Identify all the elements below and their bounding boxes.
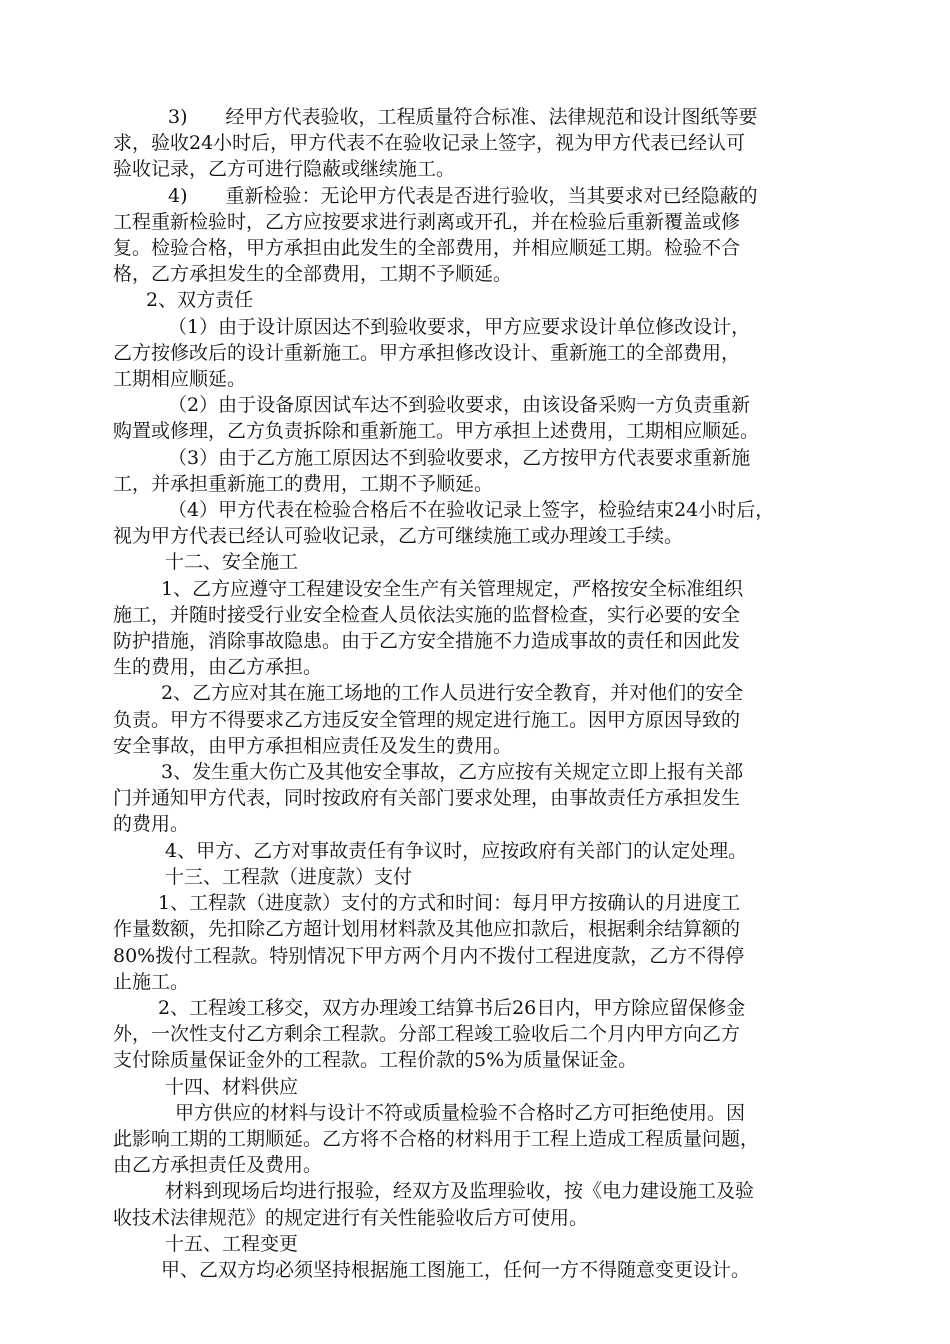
text-line: 求，验收24小时后，甲方代表不在验收记录上签字，视为甲方代表已经认可 [113, 132, 746, 155]
text-line: 工，并承担重新施工的费用，工期不予顺延。 [113, 472, 494, 495]
text-line: 3、发生重大伤亡及其他安全事故，乙方应按有关规定立即上报有关部 [161, 761, 744, 784]
paragraph [113, 1231, 873, 1257]
text-line: 工期相应顺延。 [113, 368, 247, 391]
text-line: 3) 经甲方代表验收，工程质量符合标准、法律规范和设计图纸等要 [168, 106, 758, 128]
text-line: （3）由于乙方施工原因达不到验收要求，乙方按甲方代表要求重新施 [168, 446, 751, 469]
text-line: 十五、工程变更 [165, 1232, 299, 1255]
text-line: 4、甲方、乙方对事故责任有争议时，应按政府有关部门的认定处理。 [165, 839, 748, 862]
paragraph [113, 549, 873, 575]
text-line: 支付除质量保证金外的工程款。工程价款的5%为质量保证金。 [113, 1049, 638, 1072]
text-line: 格，乙方承担发生的全部费用，工期不予顺延。 [113, 263, 513, 286]
text-line: （1）由于设计原因达不到验收要求，甲方应要求设计单位修改设计， [168, 315, 751, 338]
paragraph [113, 314, 873, 393]
text-line: 生的费用，由乙方承担。 [113, 656, 323, 679]
text-line: 止施工。 [113, 970, 190, 993]
text-line: 购置或修理，乙方负责拆除和重新施工。甲方承担上述费用，工期相应顺延。 [113, 420, 760, 443]
paragraph [113, 445, 873, 497]
text-line: 外，一次性支付乙方剩余工程款。分部工程竣工验收后二个月内甲方向乙方 [113, 1023, 741, 1046]
text-line: 此影响工期的工期顺延。乙方将不合格的材料用于工程上造成工程质量问题， [113, 1127, 760, 1150]
text-line: 负责。甲方不得要求乙方违反安全管理的规定进行施工。因甲方原因导致的 [113, 708, 741, 731]
paragraph [113, 1100, 873, 1179]
text-line: 甲、乙双方均必须坚持根据施工图施工，任何一方不得随意变更设计。 [161, 1258, 751, 1281]
text-line: （2）由于设备原因试车达不到验收要求，由该设备采购一方负责重新 [168, 394, 751, 417]
text-line: 2、双方责任 [146, 289, 254, 312]
text-line: 的费用。 [113, 813, 190, 836]
text-line: 防护措施，消除事故隐患。由于乙方安全措施不力造成事故的责任和因此发 [113, 630, 741, 653]
paragraph [113, 1178, 873, 1230]
text-line: 2、工程竣工移交，双方办理竣工结算书后26日内，甲方除应留保修金 [158, 996, 746, 1019]
text-line: （4）甲方代表在检验合格后不在验收记录上签字，检验结束24小时后， [168, 499, 775, 522]
text-line: 1、工程款（进度款）支付的方式和时间：每月甲方按确认的月进度工 [158, 892, 741, 915]
text-line: 门并通知甲方代表，同时按政府有关部门要求处理，由事故责任方承担发生 [113, 787, 741, 810]
paragraph [113, 759, 873, 838]
paragraph [113, 576, 873, 681]
text-line: 十二、安全施工 [165, 551, 299, 574]
text-line: 复。检验合格，甲方承担由此发生的全部费用，并相应顺延工期。检验不合 [113, 237, 741, 260]
paragraph [113, 1257, 873, 1283]
paragraph [113, 995, 873, 1074]
text-line: 收技术法律规范》的规定进行有关性能验收后方可使用。 [113, 1206, 589, 1229]
text-line: 材料到现场后均进行报验，经双方及监理验收，按《电力建设施工及验 [165, 1180, 755, 1203]
document-page [113, 104, 873, 1283]
paragraph [113, 183, 873, 288]
paragraph [113, 497, 873, 549]
text-line: 视为甲方代表已经认可验收记录，乙方可继续施工或办理竣工手续。 [113, 525, 684, 548]
paragraph [113, 890, 873, 995]
paragraph [113, 104, 873, 183]
paragraph [113, 838, 873, 864]
paragraph [113, 864, 873, 890]
paragraph [113, 680, 873, 759]
text-line: 施工，并随时接受行业安全检查人员依法实施的监督检查，实行必要的安全 [113, 603, 741, 626]
text-line: 甲方供应的材料与设计不符或质量检验不合格时乙方可拒绝使用。因 [175, 1101, 746, 1124]
text-line: 1、乙方应遵守工程建设安全生产有关管理规定，严格按安全标准组织 [161, 577, 744, 600]
paragraph [113, 287, 873, 313]
paragraph [113, 1074, 873, 1100]
text-line: 十三、工程款（进度款）支付 [165, 865, 413, 888]
text-line: 乙方按修改后的设计重新施工。甲方承担修改设计、重新施工的全部费用， [113, 341, 741, 364]
text-line: 作量数额，先扣除乙方超计划用材料款及其他应扣款后，根据剩余结算额的 [113, 918, 741, 941]
text-line: 十四、材料供应 [165, 1075, 299, 1098]
text-line: 工程重新检验时，乙方应按要求进行剥离或开孔，并在检验后重新覆盖或修 [113, 210, 741, 233]
text-line: 验收记录，乙方可进行隐蔽或继续施工。 [113, 158, 456, 181]
text-line: 安全事故，由甲方承担相应责任及发生的费用。 [113, 734, 513, 757]
text-line: 4) 重新检验：无论甲方代表是否进行验收，当其要求对已经隐蔽的 [168, 184, 758, 207]
text-line: 2、乙方应对其在施工场地的工作人员进行安全教育，并对他们的安全 [161, 682, 744, 705]
text-line: 80%拨付工程款。特别情况下甲方两个月内不拨付工程进度款，乙方不得停 [113, 944, 745, 967]
paragraph [113, 392, 873, 444]
text-line: 由乙方承担责任及费用。 [113, 1154, 323, 1177]
